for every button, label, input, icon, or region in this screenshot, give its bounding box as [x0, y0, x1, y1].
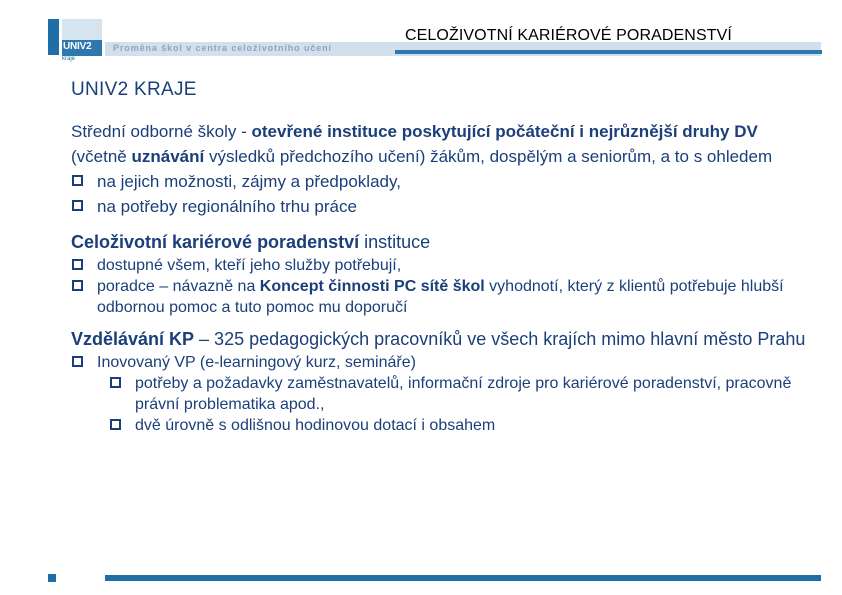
intro-text-bold-2: uznávání — [131, 147, 205, 166]
checkbox-bullet-icon — [72, 175, 83, 186]
item2-text-c: vyhodnotí, který z klientů potřebuje hlubší odbornou pomoc a tuto pomoc mu doporučí — [97, 278, 784, 316]
tagline: Proměna škol v centra celoživotního učení — [113, 43, 332, 53]
intro-text-bold: otevřené instituce poskytující počáteční i nejrůznější druhy DV — [251, 122, 758, 141]
section-3-sublist — [109, 373, 811, 436]
checkbox-bullet-icon — [72, 356, 83, 367]
list-item-text: na potřeby regionálního trhu práce — [97, 197, 357, 216]
intro-text-5: výsledků předchozího učení) žákům, dospělým a seniorům, a to s ohledem — [204, 147, 773, 166]
section-3-title-bold: Vzdělávání KP — [71, 329, 195, 349]
footer-square — [48, 574, 56, 582]
intro-text-1: Střední odborné školy - — [71, 122, 252, 141]
list-item-text: dvě úrovně s odlišnou hodinovou dotací i obsahem — [135, 417, 496, 434]
page-title: CELOŽIVOTNÍ KARIÉROVÉ PORADENSTVÍ — [405, 27, 732, 44]
checkbox-bullet-icon — [72, 259, 83, 270]
checkbox-bullet-icon — [110, 419, 121, 430]
list-item — [71, 255, 811, 276]
list-item-text: Inovovaný VP (e-learningový kurz, semináře) — [97, 354, 416, 371]
list-item — [109, 415, 811, 436]
intro-text-3: (včetně — [71, 147, 132, 166]
section-2-list — [71, 255, 811, 318]
intro-paragraph — [71, 119, 811, 169]
section-3-list — [71, 352, 811, 373]
slide-heading: UNIV2 KRAJE — [71, 79, 197, 100]
list-item-text: potřeby a požadavky zaměstnavatelů, informační zdroje pro kariérové poradenství, pracovně právní problematika apod., — [135, 375, 792, 413]
section-3-title — [71, 326, 811, 352]
logo-block-light — [62, 19, 102, 41]
logo-text: UNIV2 — [63, 41, 92, 52]
checkbox-bullet-icon — [72, 200, 83, 211]
list-item — [71, 352, 811, 373]
slide-content — [71, 79, 811, 436]
section-2-title-bold: Celoživotní kariérové poradenství — [71, 232, 360, 252]
list-item-text: dostupné všem, kteří jeho služby potřebují, — [97, 257, 402, 274]
logo-subtext: kraje — [62, 56, 76, 62]
section-2-title-rest: instituce — [359, 232, 431, 252]
checkbox-bullet-icon — [110, 377, 121, 388]
title-underline — [395, 50, 822, 54]
section-3-title-rest: – 325 pedagogických pracovníků ve všech krajích mimo hlavní město Prahu — [194, 329, 806, 349]
logo-block-dark — [48, 19, 59, 55]
list-item — [71, 276, 811, 318]
list-item — [71, 194, 811, 219]
intro-list — [71, 169, 811, 219]
item2-text-a: poradce – návazně na — [97, 278, 260, 295]
checkbox-bullet-icon — [72, 280, 83, 291]
list-item-text — [97, 276, 811, 318]
section-2-title — [71, 229, 811, 255]
footer-bar — [105, 575, 821, 581]
list-item — [109, 373, 811, 415]
item2-text-bold: Koncept činnosti PC sítě škol — [259, 278, 485, 295]
list-item-text: na jejich možnosti, zájmy a předpoklady, — [97, 172, 401, 191]
list-item — [71, 169, 811, 194]
